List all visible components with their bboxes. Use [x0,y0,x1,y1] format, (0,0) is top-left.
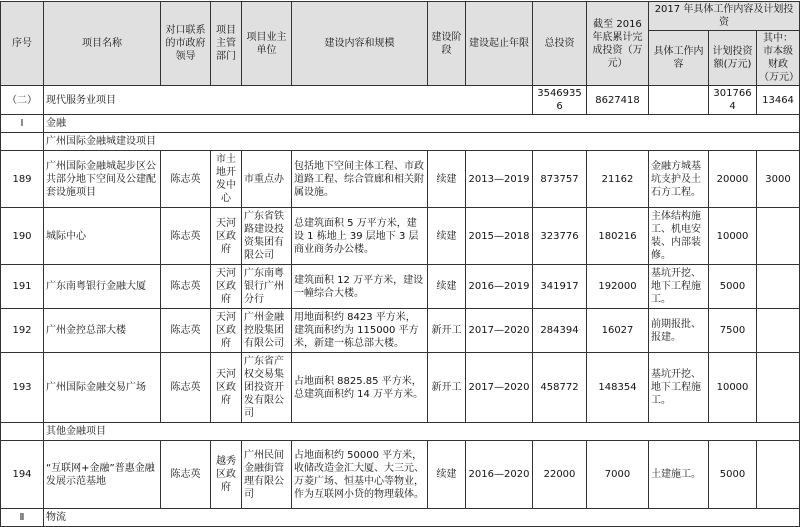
row-work: 前期报批、报建。 [649,309,709,353]
row-stage: 续建 [428,208,466,265]
row-seq: 193 [1,353,44,423]
row-planned: 7500 [709,309,757,353]
header-content: 建设内容和规模 [292,2,428,86]
row-city-fiscal [757,208,800,265]
row-content: 用地面积约 8423 平方米，建筑面积约为 115000 平方米，新建一栋总部大楼。 [292,309,428,353]
header-planned: 计划投资额(万元) [709,31,757,86]
section-row [1,86,800,115]
subgroup-name: 其他金融项目 [44,423,800,441]
row-period: 2017—2020 [466,353,533,423]
header-work: 具体工作内容 [649,31,709,86]
row-leader: 陈志英 [161,151,211,208]
row-cumulative: 21162 [587,151,649,208]
row-seq: 189 [1,151,44,208]
row-period: 2013—2019 [466,151,533,208]
row-dept: 天河区政府 [211,208,242,265]
project-table [0,1,800,527]
group-seq: Ⅱ [1,509,44,527]
table-row [1,265,800,309]
row-name: “互联网+金融”普惠金融发展示范基地 [44,441,161,509]
row-stage: 续建 [428,151,466,208]
subgroup-row [1,423,800,441]
row-stage: 续建 [428,441,466,509]
row-owner: 广州金融控股集团有限公司 [242,309,292,353]
row-content: 占地面积约 50000 平方米，收储改造金汇大厦、大三元、万菱广场、恒基中心等物业，作为互联网小贷的物理载体。 [292,441,428,509]
row-dept: 越秀区政府 [211,441,242,509]
row-cumulative: 180216 [587,208,649,265]
section-total: 35469356 [533,86,587,115]
row-city-fiscal [757,309,800,353]
row-content: 占地面积 8825.85 平方米，总建筑面积约 14 万平方米。 [292,353,428,423]
section-cumulative: 8627418 [587,86,649,115]
row-cumulative: 192000 [587,265,649,309]
row-dept: 天河区政府 [211,353,242,423]
row-work: 土建施工。 [649,441,709,509]
row-leader: 陈志英 [161,208,211,265]
row-city-fiscal [757,441,800,509]
subgroup-row [1,133,800,151]
row-total: 323776 [533,208,587,265]
row-dept: 天河区政府 [211,309,242,353]
row-name: 广东南粤银行金融大厦 [44,265,161,309]
table-row [1,353,800,423]
row-content: 建筑面积 12 万平方米，建设一幢综合大楼。 [292,265,428,309]
row-seq: 190 [1,208,44,265]
row-owner: 广东南粤银行广州分行 [242,265,292,309]
row-planned: 20000 [709,151,757,208]
section-seq: （二） [1,86,44,115]
row-owner: 广东省产权交易集团投资开发有限公司 [242,353,292,423]
table-row [1,151,800,208]
row-owner: 广州民间金融街管理有限公司 [242,441,292,509]
table-row [1,441,800,509]
row-planned: 5000 [709,441,757,509]
row-leader: 陈志英 [161,309,211,353]
row-seq: 191 [1,265,44,309]
row-work: 金融方城基坑支护及土石方工程。 [649,151,709,208]
row-planned: 5000 [709,265,757,309]
row-cumulative: 148354 [587,353,649,423]
header-seq: 序号 [1,2,44,86]
row-city-fiscal: 3000 [757,151,800,208]
row-content: 总建筑面积 5 万平方米，建设 1 栋地上 39 层地下 3 层商业商务办公楼。 [292,208,428,265]
row-planned: 10000 [709,208,757,265]
section-planned: 3017664 [709,86,757,115]
header-cumulative: 截至 2016 年底累计完成投资（万元） [587,2,649,86]
table-row [1,208,800,265]
row-total: 873757 [533,151,587,208]
row-city-fiscal [757,265,800,309]
row-stage: 新开工 [428,353,466,423]
header-name: 项目名称 [44,2,161,86]
row-city-fiscal [757,353,800,423]
row-name: 广州国际金融交易广场 [44,353,161,423]
row-period: 2016—2019 [466,265,533,309]
row-work: 主体结构施工、机电安装、内部装修。 [649,208,709,265]
row-work: 基坑开挖、地下工程施工。 [649,353,709,423]
row-seq: 194 [1,441,44,509]
header-stage: 建设阶段 [428,2,466,86]
section-name: 现代服务业项目 [44,86,533,115]
row-leader: 陈志英 [161,353,211,423]
group-row [1,509,800,527]
row-planned: 10000 [709,353,757,423]
section-city-fiscal: 13464 [757,86,800,115]
group-name: 金融 [44,115,800,133]
subgroup-name: 广州国际金融城建设项目 [44,133,800,151]
row-leader: 陈志英 [161,441,211,509]
row-dept: 天河区政府 [211,265,242,309]
table-row [1,309,800,353]
row-total: 458772 [533,353,587,423]
row-period: 2016—2020 [466,441,533,509]
row-total: 341917 [533,265,587,309]
header-period: 建设起止年限 [466,2,533,86]
group-name: 物流 [44,509,800,527]
row-leader: 陈志英 [161,265,211,309]
group-seq: Ⅰ [1,115,44,133]
header-owner: 项目业主单位 [242,2,292,86]
header-total: 总投资 [533,2,587,86]
row-content: 包括地下空间主体工程、市政道路工程、综合管廊和相关附属设施。 [292,151,428,208]
row-total: 22000 [533,441,587,509]
row-owner: 市重点办 [242,151,292,208]
row-seq: 192 [1,309,44,353]
row-name: 广州金控总部大楼 [44,309,161,353]
row-dept: 市土地开发中心 [211,151,242,208]
header-dept: 项目主管部门 [211,2,242,86]
row-stage: 续建 [428,265,466,309]
row-name: 城际中心 [44,208,161,265]
row-total: 284394 [533,309,587,353]
row-stage: 新开工 [428,309,466,353]
group-row [1,115,800,133]
row-name: 广州国际金融城起步区公共部分地下空间及公建配套设施项目 [44,151,161,208]
header-city-fiscal: 其中：市本级财政（万元） [757,31,800,86]
row-cumulative: 16027 [587,309,649,353]
header-plan2017: 2017 年具体工作内容及计划投资 [649,2,800,31]
row-work: 基坑开挖、地下工程施工。 [649,265,709,309]
row-cumulative: 7000 [587,441,649,509]
row-owner: 广东省铁路建设投资集团有限公司 [242,208,292,265]
row-period: 2015—2018 [466,208,533,265]
header-leader: 对口联系的市政府领导 [161,2,211,86]
row-period: 2017—2020 [466,309,533,353]
